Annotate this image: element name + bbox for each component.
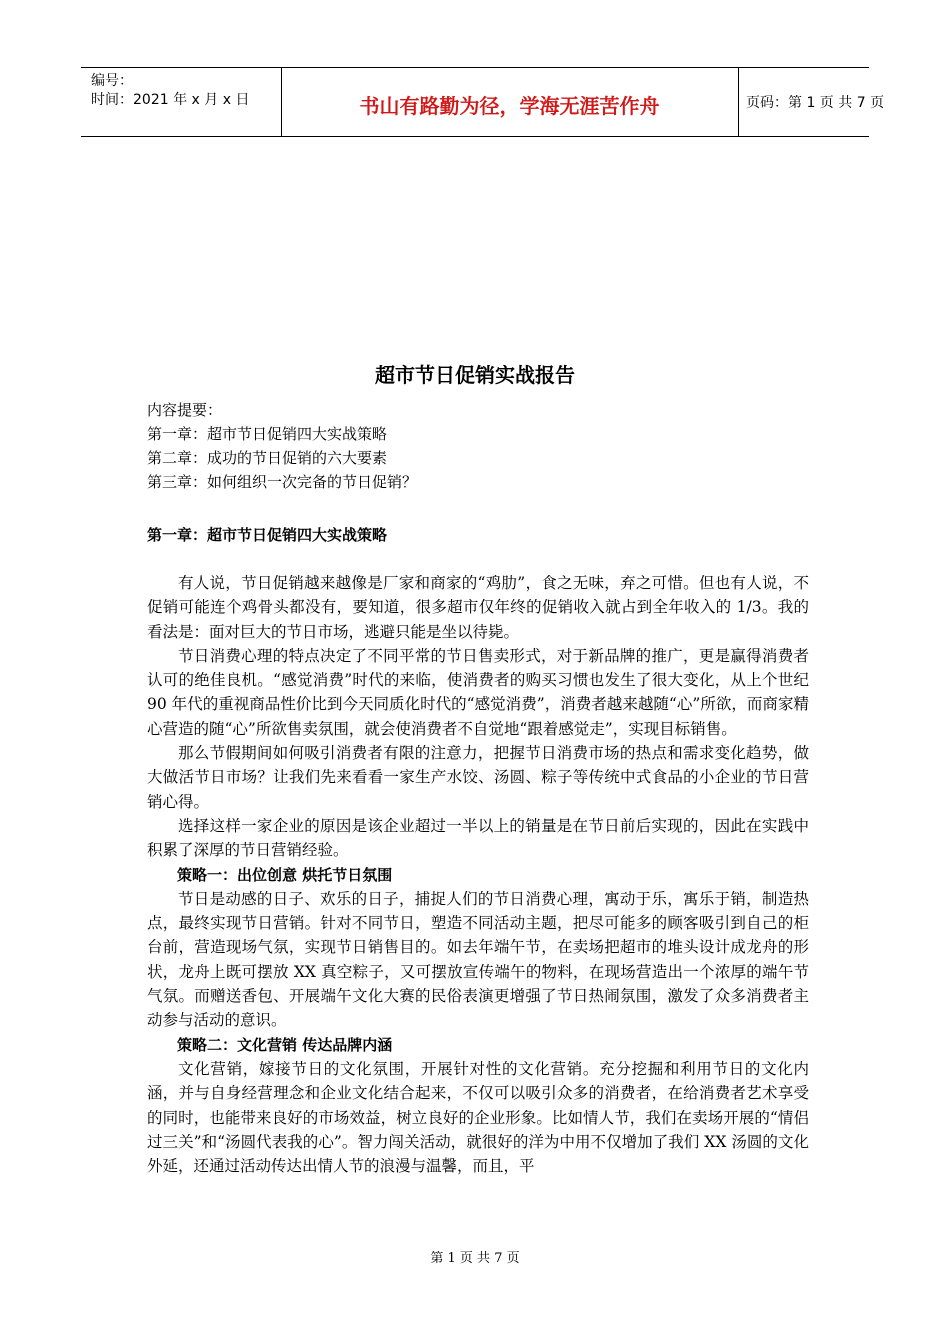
header-motto-cell	[281, 68, 739, 136]
toc-item: 第一章：超市节日促销四大实战策略	[147, 425, 388, 443]
page-footer: 第 1 页 共 7 页	[430, 1251, 520, 1266]
motto-text: 书山有路勤为径，学海无涯苦作舟	[359, 94, 660, 118]
page-number-label: 页码：第 1 页 共 7 页	[746, 95, 885, 111]
toc-item: 内容提要：	[147, 401, 223, 419]
page-header	[81, 67, 885, 137]
paragraph: 选择这样一家企业的原因是该企业超过一半以上的销量是在节日前后实现的，因此在实践中积累了深厚的节日营销经验。	[147, 816, 809, 860]
body-text	[147, 571, 809, 1178]
toc-item: 第二章：成功的节日促销的六大要素	[147, 449, 388, 467]
paragraph: 有人说，节日促销越来越像是厂家和商家的“鸡肋”，食之无味，弃之可惜。但也有人说，不促销可能连个鸡骨头都没有，要知道，很多超市仅年终的促销收入就占到全年收入的 1/3。我的看法是：面对巨大的节日市场，逃避只能是坐以待毙。	[147, 574, 809, 641]
toc-item: 第三章：如何组织一次完备的节日促销？	[147, 473, 418, 491]
paragraph: 节日是动感的日子、欢乐的日子，捕捉人们的节日消费心理，寓动于乐，寓乐于销，制造热点，最终实现节日营销。针对不同节日，塑造不同活动主题，把尽可能多的顾客吸引到自己的柜台前，营造现场气氛，实现节日销售目的。如去年端午节，在卖场把超市的堆头设计成龙舟的形状，龙舟上既可摆放 XX 真空粽子，又可摆放宣传端午的物料，在现场营造出一个浓厚的端午节气氛。而赠送香包、开展端午文化大赛的民俗表演更增强了节日热闹氛围，激发了众多消费者主动参与活动的意识。	[147, 889, 809, 1030]
strategy-heading: 策略二：文化营销 传达品牌内涵	[177, 1035, 393, 1054]
chapter-heading: 第一章：超市节日促销四大实战策略	[147, 526, 388, 544]
table-of-contents	[147, 398, 417, 494]
number-label: 编号：	[91, 73, 133, 89]
header-info-cell	[81, 68, 282, 136]
time-label: 时间：2021 年 x 月 x 日	[91, 92, 250, 108]
paragraph: 那么节假期间如何吸引消费者有限的注意力，把握节日消费市场的热点和需求变化趋势，做大做活节日市场？让我们先来看看一家生产水饺、汤圆、粽子等传统中式食品的小企业的节日营销心得。	[147, 744, 809, 811]
strategy-heading: 策略一：出位创意 烘托节日氛围	[177, 865, 393, 884]
header-page-cell	[738, 68, 885, 136]
paragraph: 节日消费心理的特点决定了不同平常的节日售卖形式，对于新品牌的推广，更是赢得消费者认可的绝佳良机。“感觉消费”时代的来临，使消费者的购买习惯也发生了很大变化，从上个世纪 90 年代的重视商品性价比到今天同质化时代的“感觉消费”，消费者越来越随“心”所欲，而商家精心营造的随“心”所欲售卖氛围，就会使消费者不自觉地“跟着感觉走”，实现目标销售。	[147, 646, 809, 738]
paragraph: 文化营销，嫁接节日的文化氛围，开展针对性的文化营销。充分挖掘和利用节日的文化内涵，并与自身经营理念和企业文化结合起来，不仅可以吸引众多的消费者，在给消费者艺术享受的同时，也能带来良好的市场效益，树立良好的企业形象。比如情人节，我们在卖场开展的“情侣过三关”和“汤圆代表我的心”。智力闯关活动，就很好的洋为中用不仅增加了我们 XX 汤圆的文化外延，还通过活动传达出情人节的浪漫与温馨，而且，平	[147, 1059, 809, 1176]
document-title: 超市节日促销实战报告	[375, 363, 575, 387]
